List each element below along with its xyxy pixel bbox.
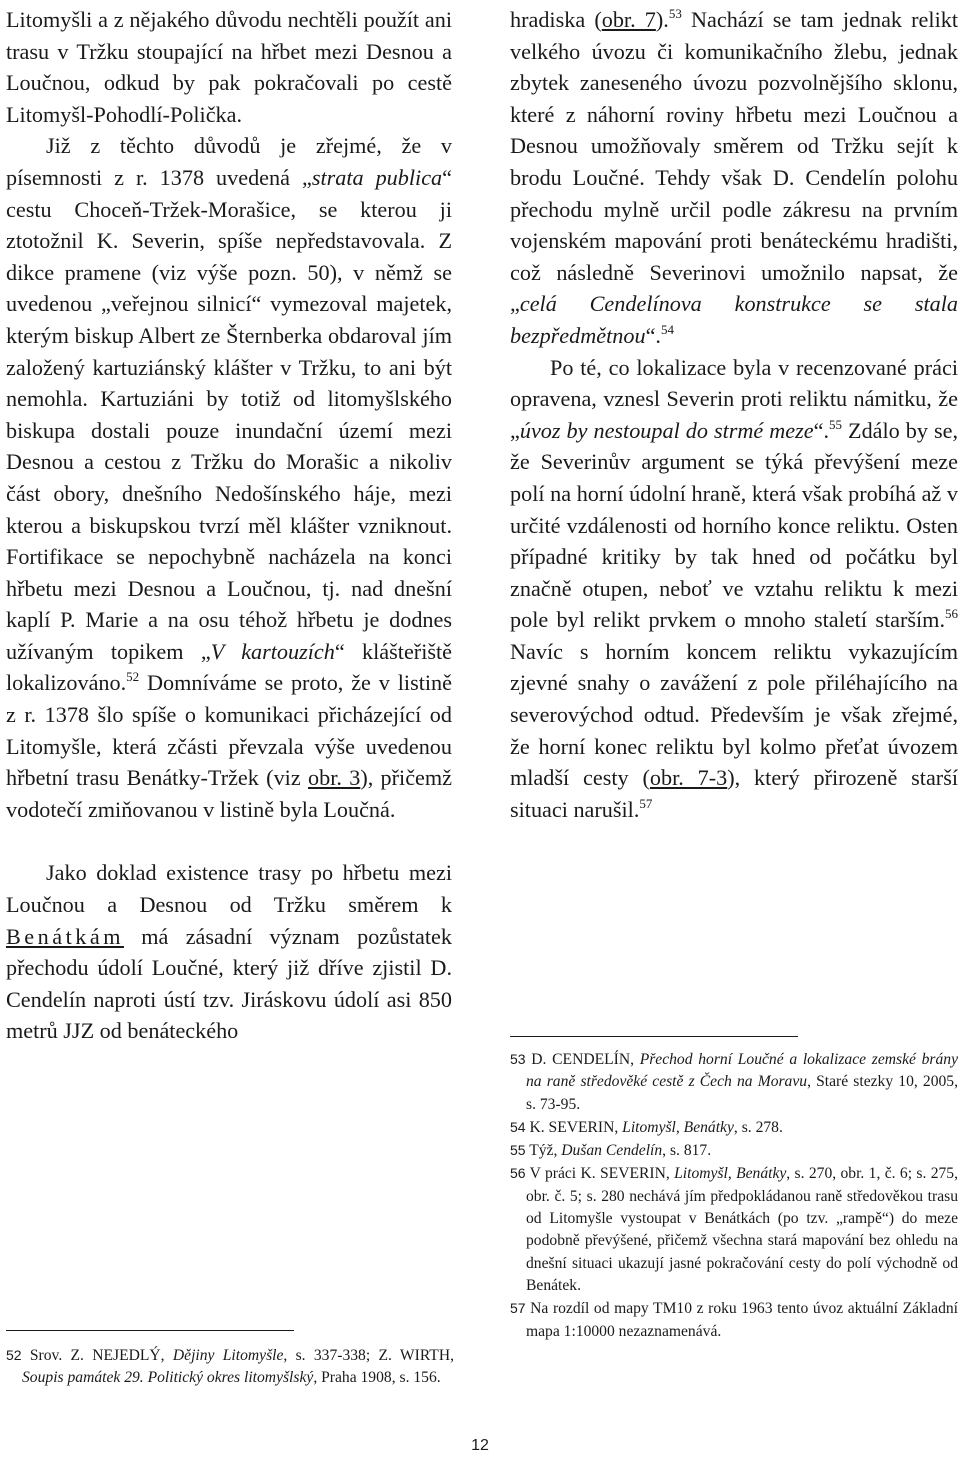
text-run: , Praha 1908, s. 156. — [313, 1369, 441, 1387]
italic-text: Přechod horní Loučné a lokalizace zemské brány na raně středověké cestě z Čech na Moravu — [526, 1051, 958, 1091]
text-run: , s. 337-338; Z. WIRTH, — [283, 1347, 454, 1364]
footnote-rule-left — [6, 1330, 294, 1331]
figure-reference: obr. 7-3 — [649, 765, 728, 791]
footnotes-right — [510, 1048, 958, 1343]
footnote-reference: 54 — [660, 321, 674, 337]
text-run: Domníváme se proto, že v listině z r. 1378 šlo spíše o komunikaci přicházející od Litomyšle, která zčásti převzala výše uvedenou hřbetní trasu Benátky-Tržek (viz — [6, 670, 452, 791]
footnote — [6, 1344, 454, 1390]
italic-text: Dějiny Litomyšle — [172, 1347, 284, 1364]
text-run: má zásadní význam pozůstatek přechodu údolí Loučné, který již dříve zjistil D. Cendelín naproti ústí tzv. Jiráskovu údolí asi 850 metrů JJZ od benáteckého — [6, 923, 452, 1044]
text-run: “. — [645, 322, 661, 348]
footnote — [510, 1297, 958, 1343]
italic-text: Litomyšl, Benátky — [674, 1165, 787, 1183]
text-run: Týž, — [525, 1142, 562, 1160]
right-column — [510, 4, 958, 825]
footnote-number: 57 — [510, 1300, 526, 1317]
footnote-reference: 55 — [829, 416, 843, 432]
paragraph-right-1 — [510, 4, 958, 352]
footnote-number: 55 — [510, 1142, 526, 1159]
text-run: D. CENDELÍN, — [525, 1051, 640, 1068]
text-run: hradiska ( — [510, 7, 602, 32]
text-run: Nachází se tam jednak relikt velkého úvozu či komunikačního žlebu, jednak zbytek zaneseného úvozu pozvolnějšího sklonu, které z náhorní roviny hřbetu mezi Loučnou a Desnou umožňovaly směrem od Tržku sejít k brodu Loučné. Tehdy však D. Cendelín polohu přechodu mylně určil podle zákresu na prvním vojenském mapování proti benáteckému hradišti, což následně Severinovi umožnilo napsat, že „ — [510, 7, 958, 317]
text-run: K. SEVERIN, — [525, 1118, 623, 1136]
footnote-number: 53 — [510, 1051, 526, 1067]
text-run: ), který přirozeně starší situaci narušil. — [510, 765, 958, 822]
text-run: , s. 278. — [733, 1118, 783, 1136]
text-run: , s. 817. — [662, 1142, 712, 1160]
footnote-reference: 57 — [639, 795, 653, 811]
footnote — [510, 1162, 958, 1297]
figure-reference: obr. 7 — [601, 7, 656, 32]
text-run: “ klášteřiště lokalizováno. — [6, 638, 452, 696]
italic-text: strata publica — [311, 164, 443, 190]
text-run: Po té, co lokalizace byla v recenzované práci opravena, vznesl Severin proti reliktu námitku, že „ — [510, 354, 958, 443]
italic-text: úvoz by nestoupal do strmé meze — [519, 417, 814, 443]
paragraph-left-1 — [6, 4, 452, 130]
text-run: “ cestu Choceň-Tržek-Morašice, se kterou ji ztotožnil K. Severin, spíše nepředstavovala. Z dikce pramene (viz výše pozn. 50), v němž se uvedenou „veřejnou silnicí“ vymezoval majetek, kterým biskup Albert ze Šternberka obdaroval jím založený kartuziánský klášter v Tržku, to ani být nemohla. Kartuziáni by totiž od litomyšlského biskupa dostali pouze inundační území mezi Desnou a cestou z Tržku do Morašic a nikoliv část obory, dnešního Nedošínského háje, mezi kterou a biskupskou tvrzí měl klášter vzniknout. Fortifikace se nepochybně nacházela na konci hřbetu mezi Desnou a Loučnou, tj. nad dnešní kaplí P. Marie a na osu téhož hřbetu je dodnes užívaným topikem „ — [6, 164, 452, 664]
italic-text: V kartouzích — [210, 638, 335, 664]
paragraph-left-2 — [6, 130, 452, 825]
paragraph-left-3 — [6, 857, 452, 1047]
text-run: Navíc s horním koncem reliktu vykazujícím zjevné snahy o zavážení z pole přiléhajícího na severovýchod odtud. Především je však zřejmé, že horní konec reliktu byl kolmo přeťat úvozem mladší cesty ( — [510, 638, 958, 791]
footnote — [510, 1048, 958, 1116]
footnote-reference: 56 — [945, 606, 958, 622]
text-run: ), přičemž vodotečí zmiňovanou v listině byla Loučná. — [6, 765, 453, 822]
text-run: ). — [655, 7, 669, 32]
text-run: Již z těchto důvodů je zřejmé, že v písemnosti z r. 1378 uvedená „ — [6, 133, 452, 190]
page-number: 12 — [471, 1437, 489, 1454]
figure-reference: obr. 3 — [308, 765, 361, 791]
footnote-rule-right — [510, 1036, 798, 1037]
footnote — [510, 1139, 958, 1162]
text-run: Na rozdíl od mapy TM10 z roku 1963 tento úvoz aktuální Základní mapa 1:10000 nezaznamenává. — [525, 1300, 958, 1340]
text-run: , s. 270, obr. 1, č. 6; s. 275, obr. č. 5; s. 280 nechává jím předpokládanou raně středověkou trasu od Litomyšle vystoupat v Benátkách (po tzv. „rampě“) do meze podobně převýšené, přičemž všechna stará mapování bez ohledu na dnešní situaci ukazují jasné pokračování cesty do polí východně od Benátek. — [526, 1165, 958, 1294]
text-run: “. — [813, 417, 830, 443]
text-run: Zdálo by se, že Severinův argument se týká převýšení meze polí na horní údolní hraně, která však probíhá až v určité vzdálenosti od horního konce reliktu. Osten případné kritiky by tak hned od počátku byl značně otupen, neboť ve vztahu reliktu k mezi pole byl relikt prvkem o mnoho staletí starším. — [510, 417, 958, 633]
footnote-reference: 53 — [668, 6, 682, 21]
footnotes-left — [6, 1344, 454, 1390]
footnote — [510, 1116, 958, 1139]
footnote-reference: 52 — [126, 669, 140, 685]
text-run: Jako doklad existence trasy po hřbetu mezi Loučnou a Desnou od Tržku směrem k — [6, 860, 452, 918]
italic-text: Litomyšl, Benátky — [622, 1118, 734, 1136]
italic-text: Dušan Cendelín — [561, 1142, 663, 1160]
italic-text: celá Cendelínova konstrukce se stala bezpředmětnou — [510, 291, 958, 348]
text-run: Srov. Z. NEJEDLÝ, — [21, 1347, 173, 1364]
italic-text: Soupis památek 29. Politický okres litomyšlský — [22, 1369, 314, 1387]
footnote-number: 54 — [510, 1118, 526, 1135]
footnote-number: 56 — [510, 1165, 526, 1182]
paragraph-right-2 — [510, 352, 958, 826]
text-run: Litomyšli a z nějakého důvodu nechtěli použít ani trasu v Tržku stoupající na hřbet mezi Desnou a Loučnou, odkud by pak pokračovali po cestě Litomyšl-Pohodlí-Polička. — [6, 7, 452, 127]
text-run: V práci K. SEVERIN, — [525, 1165, 675, 1183]
left-column — [6, 4, 452, 1047]
text-run: , Staré stezky 10, 2005, s. 73-95. — [526, 1073, 958, 1113]
spaced-emphasis: Benátkám — [6, 923, 124, 949]
footnote-number: 52 — [6, 1347, 22, 1363]
